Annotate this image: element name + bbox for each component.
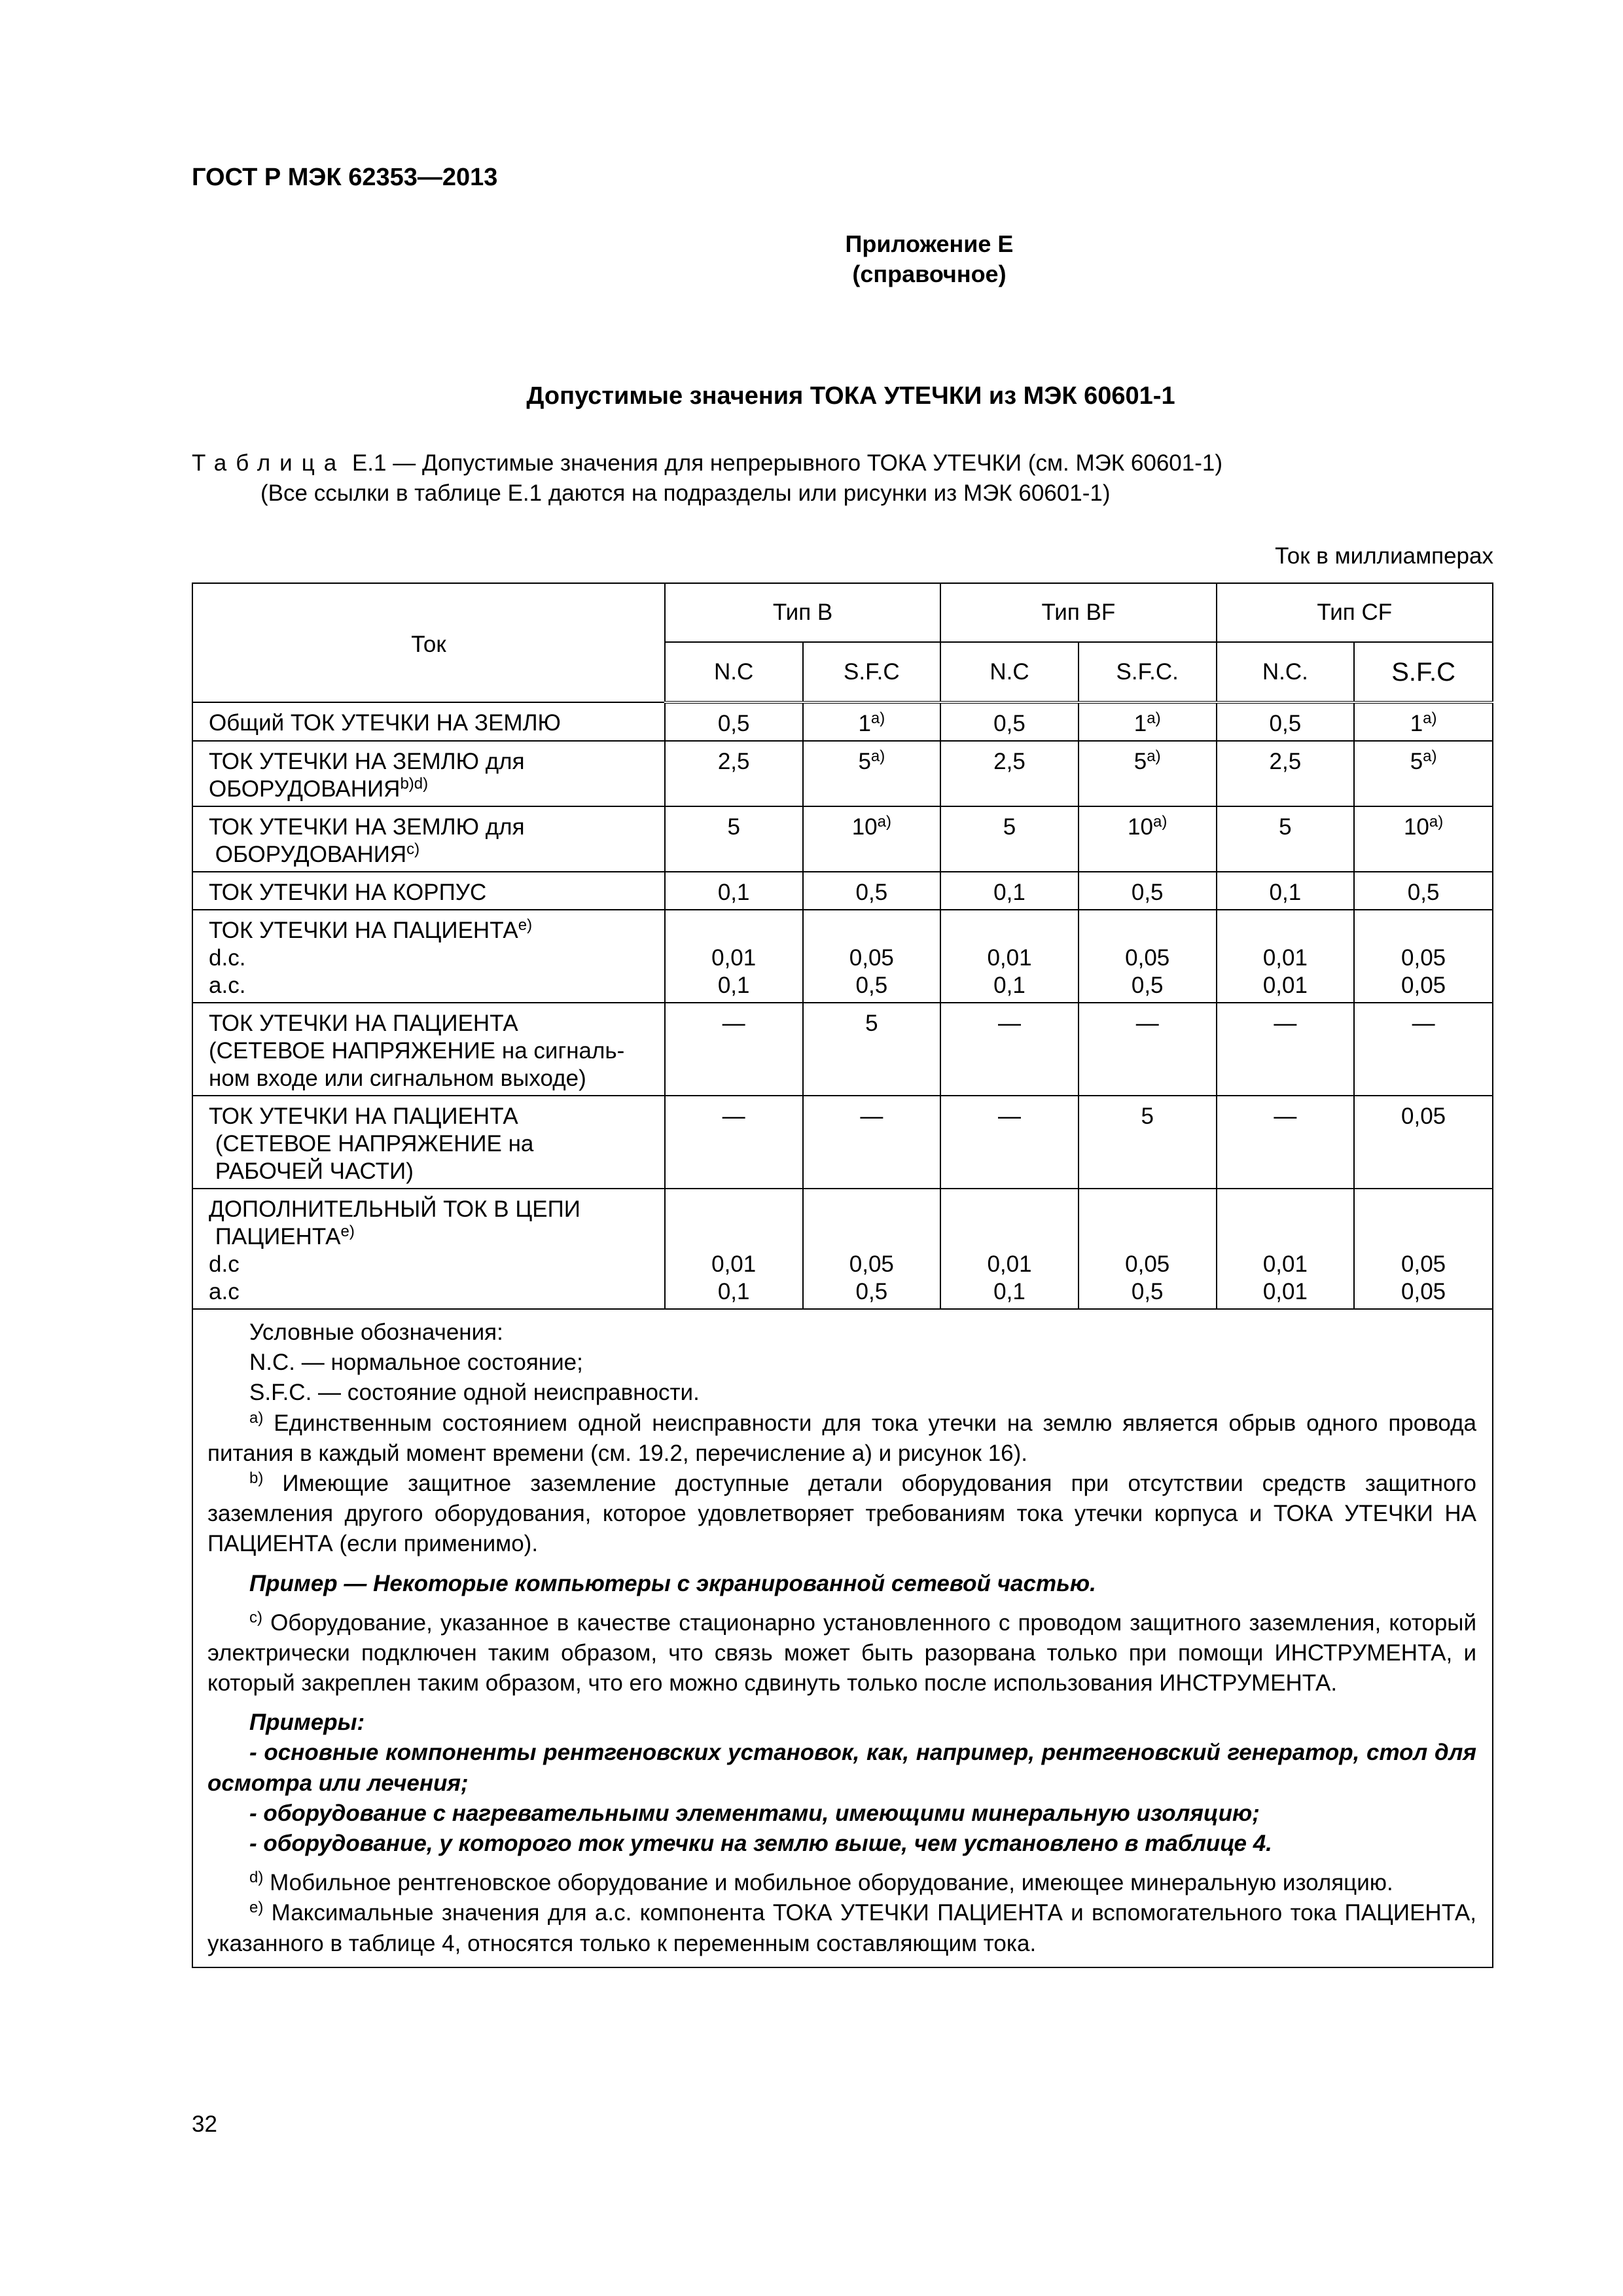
footnote-ref: a) xyxy=(1147,709,1161,727)
examples-title: Примеры: xyxy=(249,1710,365,1736)
row-label-text: ТОК УТЕЧКИ НА ПАЦИЕНТА xyxy=(209,1103,518,1129)
row-label xyxy=(192,702,665,741)
footnote-ref: c) xyxy=(406,840,420,858)
cell-value: 2,5 xyxy=(1269,749,1302,774)
value-cell xyxy=(803,1003,941,1096)
value-cell xyxy=(1354,741,1493,806)
row-label-text: ТОК УТЕЧКИ НА КОРПУС xyxy=(209,880,487,905)
cell-value: 2,5 xyxy=(717,749,750,774)
value-cell xyxy=(1354,1189,1493,1309)
row-label-text: ОБОРУДОВАНИЯ xyxy=(209,776,401,802)
page-number: 32 xyxy=(192,2111,217,2137)
subheader-cell: S.F.C. xyxy=(1079,642,1217,702)
value-cell xyxy=(1354,1003,1493,1096)
appendix-label: Приложение Е xyxy=(845,230,1014,257)
cell-value: 1 xyxy=(1133,711,1147,736)
value-cell xyxy=(1079,1189,1217,1309)
cell-value: 0,01 xyxy=(711,945,757,971)
table-row xyxy=(192,1003,1493,1096)
example-item: - основные компоненты рентгеновских установок, как, например, рентгеновский генератор, стол для осмотра или лечения; xyxy=(207,1740,1476,1796)
leakage-current-table xyxy=(192,583,1493,1968)
value-line xyxy=(1359,1103,1488,1130)
value-line xyxy=(945,814,1074,841)
row-label-text: ТОК УТЕЧКИ НА ПАЦИЕНТА xyxy=(209,918,518,943)
subheader-cell: N.C xyxy=(940,642,1079,702)
row-label-text: (СЕТЕВОЕ НАПРЯЖЕНИЕ на xyxy=(209,1131,534,1157)
value-line xyxy=(1083,944,1212,972)
cell-value: 0,05 xyxy=(1401,945,1446,971)
cell-value: 1 xyxy=(858,711,871,736)
value-line xyxy=(669,1010,798,1037)
footnote-ref: a) xyxy=(877,813,891,831)
value-line xyxy=(945,748,1074,776)
value-line xyxy=(808,1251,936,1278)
value-line xyxy=(945,944,1074,972)
value-line xyxy=(808,710,936,738)
row-label-line xyxy=(209,1130,658,1158)
value-cell xyxy=(665,806,803,872)
cell-value: 0,1 xyxy=(1269,880,1302,905)
value-line xyxy=(669,710,798,738)
cell-value: 10 xyxy=(1128,814,1153,840)
footnote-c-mark: c) xyxy=(249,1608,262,1626)
cell-value: 0,1 xyxy=(993,1279,1026,1304)
value-line xyxy=(945,1010,1074,1037)
row-label-line xyxy=(209,841,658,869)
cell-value: 2,5 xyxy=(993,749,1026,774)
cell-value: 0,5 xyxy=(1131,1279,1164,1304)
value-cell xyxy=(940,741,1079,806)
row-label-line xyxy=(209,1251,658,1278)
row-label-line xyxy=(209,1010,658,1037)
row-label xyxy=(192,806,665,872)
value-line xyxy=(945,879,1074,906)
value-cell xyxy=(1079,1003,1217,1096)
row-label-line xyxy=(209,944,658,972)
row-label-line xyxy=(209,814,658,841)
header-type-b: Тип В xyxy=(665,583,940,642)
footnote-a-mark: a) xyxy=(249,1408,264,1427)
cell-value: 0,05 xyxy=(849,945,894,971)
value-line xyxy=(945,710,1074,738)
cell-value: 0,01 xyxy=(987,1251,1032,1277)
cell-value: 5 xyxy=(865,1011,878,1036)
footnote-e-text: Максимальные значения для a.c. компонента ТОКА УТЕЧКИ ПАЦИЕНТА и вспомогательного тока ПАЦИЕНТА, указанного в таблице 4, относятся только к переменным составляющим тока. xyxy=(207,1900,1476,1956)
value-line xyxy=(1359,710,1488,738)
value-cell xyxy=(1354,910,1493,1003)
footnote-ref: b)d) xyxy=(400,775,429,793)
footnote-ref: a) xyxy=(1423,709,1437,727)
row-label-line xyxy=(209,776,658,803)
table-row xyxy=(192,702,1493,741)
cell-value: — xyxy=(1274,1103,1297,1129)
value-cell xyxy=(803,910,941,1003)
table-caption-text: Е.1 — Допустимые значения для непрерывного ТОКА УТЕЧКИ (см. МЭК 60601-1) xyxy=(346,450,1223,476)
row-label-text: d.c xyxy=(209,1251,240,1277)
footnote-b-mark: b) xyxy=(249,1469,264,1487)
footnote-ref: a) xyxy=(1152,813,1168,831)
cell-value: 1 xyxy=(1410,711,1423,736)
notes-row xyxy=(192,1309,1493,1967)
subheader-cell: S.F.C xyxy=(1354,642,1493,702)
cell-value: 0,05 xyxy=(1125,1251,1170,1277)
table-caption-word: Таблица xyxy=(192,450,346,476)
value-line xyxy=(1221,1251,1350,1278)
value-cell xyxy=(1354,1096,1493,1189)
value-line xyxy=(808,1010,936,1037)
row-label-text: ПАЦИЕНТА xyxy=(209,1224,341,1249)
row-label-line xyxy=(209,1065,658,1092)
cell-value: 0,5 xyxy=(855,973,888,998)
cell-value: 0,5 xyxy=(855,1279,888,1304)
cell-value: — xyxy=(722,1103,745,1129)
value-cell xyxy=(1217,1003,1355,1096)
value-cell xyxy=(1354,806,1493,872)
header-tok: Ток xyxy=(192,583,665,702)
table-row xyxy=(192,872,1493,910)
cell-value: 0,05 xyxy=(1401,1103,1446,1129)
value-line xyxy=(945,1103,1074,1130)
cell-value: 0,01 xyxy=(711,1251,757,1277)
value-line xyxy=(808,814,936,841)
header-type-cf: Тип CF xyxy=(1217,583,1493,642)
value-cell xyxy=(940,910,1079,1003)
value-cell xyxy=(665,702,803,741)
value-line xyxy=(669,879,798,906)
standard-designation: ГОСТ Р МЭК 62353—2013 xyxy=(192,164,498,191)
row-label xyxy=(192,1096,665,1189)
value-cell xyxy=(1354,872,1493,910)
cell-value: 5 xyxy=(1141,1103,1154,1129)
value-line xyxy=(1221,748,1350,776)
row-label-text: ДОПОЛНИТЕЛЬНЫЙ ТОК В ЦЕПИ xyxy=(209,1196,580,1222)
value-line xyxy=(808,944,936,972)
row-label-line xyxy=(209,1223,658,1251)
row-label-text: ТОК УТЕЧКИ НА ЗЕМЛЮ для xyxy=(209,749,525,774)
value-cell xyxy=(803,872,941,910)
row-label-text: d.c. xyxy=(209,945,246,971)
row-label xyxy=(192,910,665,1003)
value-cell xyxy=(803,1096,941,1189)
value-cell xyxy=(1079,702,1217,741)
cell-value: 0,05 xyxy=(1401,1279,1446,1304)
value-line xyxy=(1221,1103,1350,1130)
appendix-title: Допустимые значения ТОКА УТЕЧКИ из МЭК 60601-1 xyxy=(526,382,1175,410)
value-line xyxy=(1083,1251,1212,1278)
value-line xyxy=(1221,1010,1350,1037)
value-cell xyxy=(940,1003,1079,1096)
table-row xyxy=(192,1096,1493,1189)
value-line xyxy=(669,1103,798,1130)
units-note: Ток в миллиамперах xyxy=(1275,543,1493,569)
value-cell xyxy=(940,806,1079,872)
value-line xyxy=(1359,1251,1488,1278)
example-item: - оборудование, у которого ток утечки на землю выше, чем установлено в таблице 4. xyxy=(249,1831,1272,1856)
cell-value: 5 xyxy=(1279,814,1292,840)
value-cell xyxy=(665,1096,803,1189)
legend-sfc: S.F.C. — состояние одной неисправности. xyxy=(249,1380,700,1406)
footnote-b xyxy=(207,1469,1476,1560)
value-cell xyxy=(1217,910,1355,1003)
value-cell xyxy=(665,910,803,1003)
footnote-e-mark: e) xyxy=(249,1899,264,1917)
value-cell xyxy=(665,1189,803,1309)
value-line xyxy=(1359,1010,1488,1037)
table-row xyxy=(192,910,1493,1003)
cell-value: — xyxy=(998,1103,1021,1129)
row-label-text: ТОК УТЕЧКИ НА ПАЦИЕНТА xyxy=(209,1011,518,1036)
value-line xyxy=(945,1251,1074,1278)
value-cell xyxy=(1079,910,1217,1003)
value-line xyxy=(808,1103,936,1130)
value-cell xyxy=(803,702,941,741)
cell-value: — xyxy=(860,1103,883,1129)
row-label-line xyxy=(209,1158,658,1185)
value-cell xyxy=(1217,806,1355,872)
footnote-c xyxy=(207,1608,1476,1699)
value-line xyxy=(1359,748,1488,776)
legend-title: Условные обозначения: xyxy=(249,1319,503,1345)
cell-value: 0,1 xyxy=(717,1279,750,1304)
row-label-text: a.c. xyxy=(209,973,246,998)
value-cell xyxy=(1217,1189,1355,1309)
cell-value: 0,01 xyxy=(1262,1279,1308,1304)
cell-value: 0,05 xyxy=(849,1251,894,1277)
example-item: - оборудование с нагревательными элементами, имеющими минеральную изоляцию; xyxy=(249,1800,1260,1826)
value-cell xyxy=(1217,1096,1355,1189)
value-line xyxy=(1221,814,1350,841)
row-label xyxy=(192,1003,665,1096)
cell-value: 0,01 xyxy=(1262,973,1308,998)
table-caption-note: (Все ссылки в таблице Е.1 даются на подразделы или рисунки из МЭК 60601-1) xyxy=(260,480,1111,506)
row-label-line xyxy=(209,917,658,944)
example-note: Пример — Некоторые компьютеры с экранированной сетевой частью. xyxy=(249,1570,1096,1596)
row-label-line xyxy=(209,972,658,999)
table-notes xyxy=(192,1309,1493,1967)
footnote-e xyxy=(207,1898,1476,1958)
legend-nc: N.C. — нормальное состояние; xyxy=(249,1350,583,1376)
row-label-line xyxy=(209,1103,658,1130)
row-label-text: Общий ТОК УТЕЧКИ НА ЗЕМЛЮ xyxy=(209,710,561,736)
value-cell xyxy=(1079,872,1217,910)
value-line xyxy=(1083,879,1212,906)
cell-value: 5 xyxy=(1410,749,1423,774)
cell-value: 0,5 xyxy=(717,711,750,736)
cell-value: — xyxy=(722,1011,745,1036)
footnote-ref: a) xyxy=(1423,747,1437,765)
value-cell xyxy=(1079,741,1217,806)
table-caption xyxy=(192,450,1222,476)
row-label xyxy=(192,872,665,910)
cell-value: 5 xyxy=(1133,749,1147,774)
row-label xyxy=(192,1189,665,1309)
value-cell xyxy=(803,1189,941,1309)
value-line xyxy=(1083,748,1212,776)
cell-value: 10 xyxy=(1403,814,1429,840)
header-type-bf: Тип BF xyxy=(940,583,1216,642)
cell-value: 0,5 xyxy=(1269,711,1302,736)
cell-value: 5 xyxy=(858,749,871,774)
cell-value: 0,01 xyxy=(1262,945,1308,971)
row-label-line xyxy=(209,748,658,776)
subheader-cell: N.C. xyxy=(1217,642,1355,702)
value-cell xyxy=(1217,702,1355,741)
table-row xyxy=(192,741,1493,806)
cell-value: 0,1 xyxy=(993,973,1026,998)
header-row xyxy=(192,583,1493,642)
value-line xyxy=(1083,1103,1212,1130)
footnote-a xyxy=(207,1408,1476,1469)
value-line xyxy=(1359,814,1488,841)
value-line xyxy=(1221,944,1350,972)
value-cell xyxy=(1079,1096,1217,1189)
cell-value: 5 xyxy=(1003,814,1016,840)
cell-value: — xyxy=(998,1011,1021,1036)
value-cell xyxy=(1217,872,1355,910)
cell-value: 10 xyxy=(851,814,878,840)
footnote-ref: e) xyxy=(518,916,533,934)
cell-value: 0,5 xyxy=(993,711,1026,736)
footnote-c-text: Оборудование, указанное в качестве стационарно установленного с проводом защитного заземления, который электрически подключен таким образом, что связь может быть разорвана только при помощи ИНСТРУМЕНТА, и который закреплен таким образом, что его можно сдвинуть только после использования ИНСТРУМЕНТА. xyxy=(207,1609,1476,1696)
row-label-text: (СЕТЕВОЕ НАПРЯЖЕНИЕ на сигналь- xyxy=(209,1038,625,1064)
cell-value: — xyxy=(1135,1011,1159,1036)
value-cell xyxy=(940,872,1079,910)
footnote-d-mark: d) xyxy=(249,1869,264,1887)
row-label-text: ОБОРУДОВАНИЯ xyxy=(209,842,407,867)
cell-value: 0,5 xyxy=(855,880,888,905)
row-label-text: РАБОЧЕЙ ЧАСТИ) xyxy=(209,1158,414,1184)
footnote-d-text: Мобильное рентгеновское оборудование и мобильное оборудование, имеющее минеральную изоляцию. xyxy=(263,1870,1393,1896)
value-cell xyxy=(1079,806,1217,872)
cell-value: — xyxy=(1274,1011,1297,1036)
value-line xyxy=(1359,879,1488,906)
value-cell xyxy=(665,1003,803,1096)
value-line xyxy=(669,944,798,972)
row-label xyxy=(192,741,665,806)
row-label-line xyxy=(209,1196,658,1223)
footnote-ref: e) xyxy=(340,1223,355,1240)
footnote-ref: a) xyxy=(870,709,885,727)
cell-value: 0,1 xyxy=(993,880,1026,905)
row-label-text: ном входе или сигнальном выходе) xyxy=(209,1066,586,1091)
value-cell xyxy=(1217,741,1355,806)
table-row xyxy=(192,806,1493,872)
value-line xyxy=(1083,814,1212,841)
cell-value: 0,05 xyxy=(1401,973,1446,998)
cell-value: — xyxy=(1412,1011,1435,1036)
value-line xyxy=(669,748,798,776)
value-line xyxy=(1083,710,1212,738)
cell-value: 0,5 xyxy=(1131,973,1164,998)
footnote-ref: a) xyxy=(1429,813,1444,831)
value-line xyxy=(669,814,798,841)
cell-value: 0,05 xyxy=(1401,1251,1446,1277)
value-line xyxy=(1221,879,1350,906)
cell-value: 0,5 xyxy=(1407,880,1440,905)
footnote-ref: a) xyxy=(1147,747,1161,765)
value-line xyxy=(1359,944,1488,972)
value-line xyxy=(1221,710,1350,738)
subheader-cell: S.F.C xyxy=(803,642,941,702)
value-line xyxy=(669,1251,798,1278)
row-label-text: a.c xyxy=(209,1279,240,1304)
cell-value: 0,5 xyxy=(1131,880,1164,905)
cell-value: 0,1 xyxy=(717,880,750,905)
value-line xyxy=(808,879,936,906)
cell-value: 0,01 xyxy=(1262,1251,1308,1277)
row-label-line xyxy=(209,1037,658,1065)
value-cell xyxy=(803,741,941,806)
row-label-line xyxy=(209,879,658,906)
value-cell xyxy=(1354,702,1493,741)
cell-value: 0,01 xyxy=(987,945,1032,971)
row-label-text: ТОК УТЕЧКИ НА ЗЕМЛЮ для xyxy=(209,814,525,840)
footnote-ref: a) xyxy=(870,747,885,765)
cell-value: 0,05 xyxy=(1125,945,1170,971)
footnote-b-text: Имеющие защитное заземление доступные детали оборудования при отсутствии средств защитного заземления другого оборудования, которое удовлетворяет требованиям тока утечки корпуса и ТОКА УТЕЧКИ НА ПАЦИЕНТА (если применимо). xyxy=(207,1470,1476,1557)
value-line xyxy=(808,748,936,776)
row-label-line xyxy=(209,1278,658,1306)
value-cell xyxy=(665,872,803,910)
value-line xyxy=(1083,1010,1212,1037)
value-cell xyxy=(803,806,941,872)
table-row xyxy=(192,1189,1493,1309)
value-cell xyxy=(940,1096,1079,1189)
row-label-line xyxy=(209,709,658,737)
value-cell xyxy=(665,741,803,806)
value-cell xyxy=(940,1189,1079,1309)
value-cell xyxy=(940,702,1079,741)
cell-value: 5 xyxy=(727,814,740,840)
footnote-d xyxy=(207,1868,1476,1898)
appendix-status: (справочное) xyxy=(852,260,1007,287)
footnote-a-text: Единственным состоянием одной неисправности для тока утечки на землю является обрыв одного провода питания в каждый момент времени (см. 19.2, перечисление а) и рисунок 16). xyxy=(207,1410,1476,1466)
subheader-cell: N.C xyxy=(665,642,803,702)
cell-value: 0,1 xyxy=(717,973,750,998)
